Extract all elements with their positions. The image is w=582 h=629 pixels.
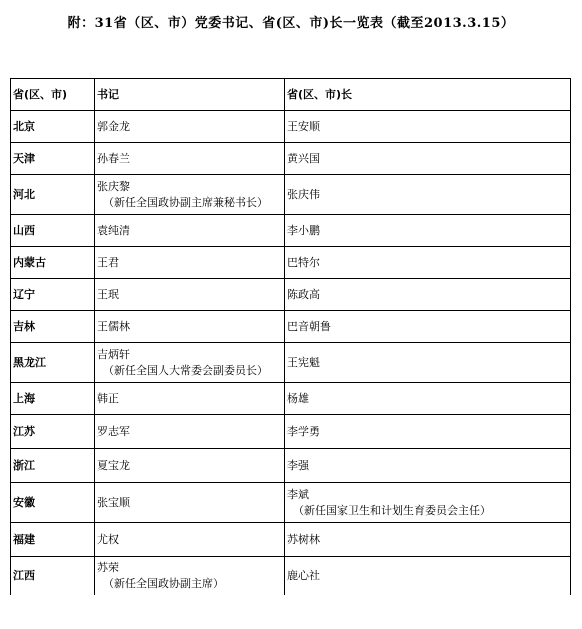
secretary-cell bbox=[95, 523, 285, 557]
secretary-note: （新任全国政协副主席兼秘书长） bbox=[103, 195, 268, 209]
governor-cell bbox=[285, 557, 571, 596]
governor-name: 巴音朝鲁 bbox=[287, 319, 331, 333]
governor-name: 王安顺 bbox=[287, 119, 320, 133]
governor-name: 张庆伟 bbox=[287, 187, 320, 201]
governor-name: 李强 bbox=[287, 458, 309, 472]
secretary-cell bbox=[95, 111, 285, 143]
table-row bbox=[11, 523, 571, 557]
secretary-name: 王君 bbox=[97, 255, 119, 269]
secretary-cell bbox=[95, 143, 285, 175]
governor-cell bbox=[285, 483, 571, 523]
governor-cell bbox=[285, 143, 571, 175]
governor-cell bbox=[285, 383, 571, 415]
header-province: 省(区、市) bbox=[11, 79, 95, 111]
table-row bbox=[11, 311, 571, 343]
secretary-cell bbox=[95, 557, 285, 596]
secretary-name: 孙春兰 bbox=[97, 151, 130, 165]
table-row bbox=[11, 175, 571, 215]
governor-name: 李小鹏 bbox=[287, 223, 320, 237]
secretary-name: 王珉 bbox=[97, 287, 119, 301]
document-title: 附：31省（区、市）党委书记、省(区、市)长一览表（截至2013.3.15） bbox=[67, 16, 515, 31]
secretary-note: （新任全国政协副主席） bbox=[103, 577, 224, 590]
table-row bbox=[11, 247, 571, 279]
secretary-cell bbox=[95, 383, 285, 415]
governor-name: 李学勇 bbox=[287, 424, 320, 438]
governor-cell bbox=[285, 215, 571, 247]
table-row bbox=[11, 483, 571, 523]
table-row bbox=[11, 279, 571, 311]
table-row bbox=[11, 215, 571, 247]
province-cell: 北京 bbox=[11, 111, 95, 143]
governor-name: 杨雄 bbox=[287, 391, 309, 405]
secretary-name: 张庆黎 bbox=[97, 179, 130, 193]
secretary-name: 苏荣 bbox=[97, 561, 119, 574]
secretary-note: （新任全国人大常委会副委员长） bbox=[103, 363, 268, 377]
governor-cell bbox=[285, 175, 571, 215]
secretary-name: 张宝顺 bbox=[97, 495, 130, 509]
secretary-name: 郭金龙 bbox=[97, 119, 130, 133]
secretary-name: 夏宝龙 bbox=[97, 458, 130, 472]
governor-cell bbox=[285, 523, 571, 557]
table-row bbox=[11, 383, 571, 415]
governor-name: 陈政高 bbox=[287, 287, 320, 301]
province-cell: 内蒙古 bbox=[11, 247, 95, 279]
governor-cell bbox=[285, 279, 571, 311]
secretary-name: 罗志军 bbox=[97, 424, 130, 438]
province-cell: 福建 bbox=[11, 523, 95, 557]
table-header-row bbox=[11, 79, 571, 111]
table-row bbox=[11, 557, 571, 596]
governor-name: 苏树林 bbox=[287, 532, 320, 546]
province-cell: 安徽 bbox=[11, 483, 95, 523]
table-row bbox=[11, 143, 571, 175]
province-cell: 河北 bbox=[11, 175, 95, 215]
secretary-cell bbox=[95, 247, 285, 279]
governor-cell bbox=[285, 343, 571, 383]
province-cell: 江西 bbox=[11, 557, 95, 596]
table-row bbox=[11, 415, 571, 449]
governor-cell bbox=[285, 311, 571, 343]
secretary-cell bbox=[95, 449, 285, 483]
secretary-cell bbox=[95, 311, 285, 343]
governor-cell bbox=[285, 449, 571, 483]
governor-name: 鹿心社 bbox=[287, 569, 320, 582]
province-cell: 吉林 bbox=[11, 311, 95, 343]
governor-cell bbox=[285, 247, 571, 279]
province-cell: 天津 bbox=[11, 143, 95, 175]
province-cell: 浙江 bbox=[11, 449, 95, 483]
secretary-name: 袁纯清 bbox=[97, 223, 130, 237]
secretary-name: 王儒林 bbox=[97, 319, 130, 333]
header-governor: 省(区、市)长 bbox=[285, 79, 571, 111]
secretary-cell bbox=[95, 415, 285, 449]
header-secretary: 书记 bbox=[95, 79, 285, 111]
governor-cell bbox=[285, 415, 571, 449]
province-cell: 黑龙江 bbox=[11, 343, 95, 383]
governor-name: 黄兴国 bbox=[287, 151, 320, 165]
table-row bbox=[11, 449, 571, 483]
governor-name: 王宪魁 bbox=[287, 355, 320, 369]
governor-name: 李斌 bbox=[287, 487, 309, 501]
secretary-name: 尤权 bbox=[97, 532, 119, 546]
secretary-cell bbox=[95, 343, 285, 383]
governor-cell bbox=[285, 111, 571, 143]
secretary-cell bbox=[95, 175, 285, 215]
province-cell: 上海 bbox=[11, 383, 95, 415]
province-cell: 江苏 bbox=[11, 415, 95, 449]
secretary-cell bbox=[95, 215, 285, 247]
secretary-name: 吉炳轩 bbox=[97, 347, 130, 361]
secretary-cell bbox=[95, 279, 285, 311]
table-row bbox=[11, 111, 571, 143]
leaders-table bbox=[10, 78, 571, 595]
governor-note: （新任国家卫生和计划生育委员会主任） bbox=[293, 503, 491, 517]
province-cell: 山西 bbox=[11, 215, 95, 247]
table-row bbox=[11, 343, 571, 383]
secretary-cell bbox=[95, 483, 285, 523]
secretary-name: 韩正 bbox=[97, 391, 119, 405]
province-cell: 辽宁 bbox=[11, 279, 95, 311]
governor-name: 巴特尔 bbox=[287, 255, 320, 269]
